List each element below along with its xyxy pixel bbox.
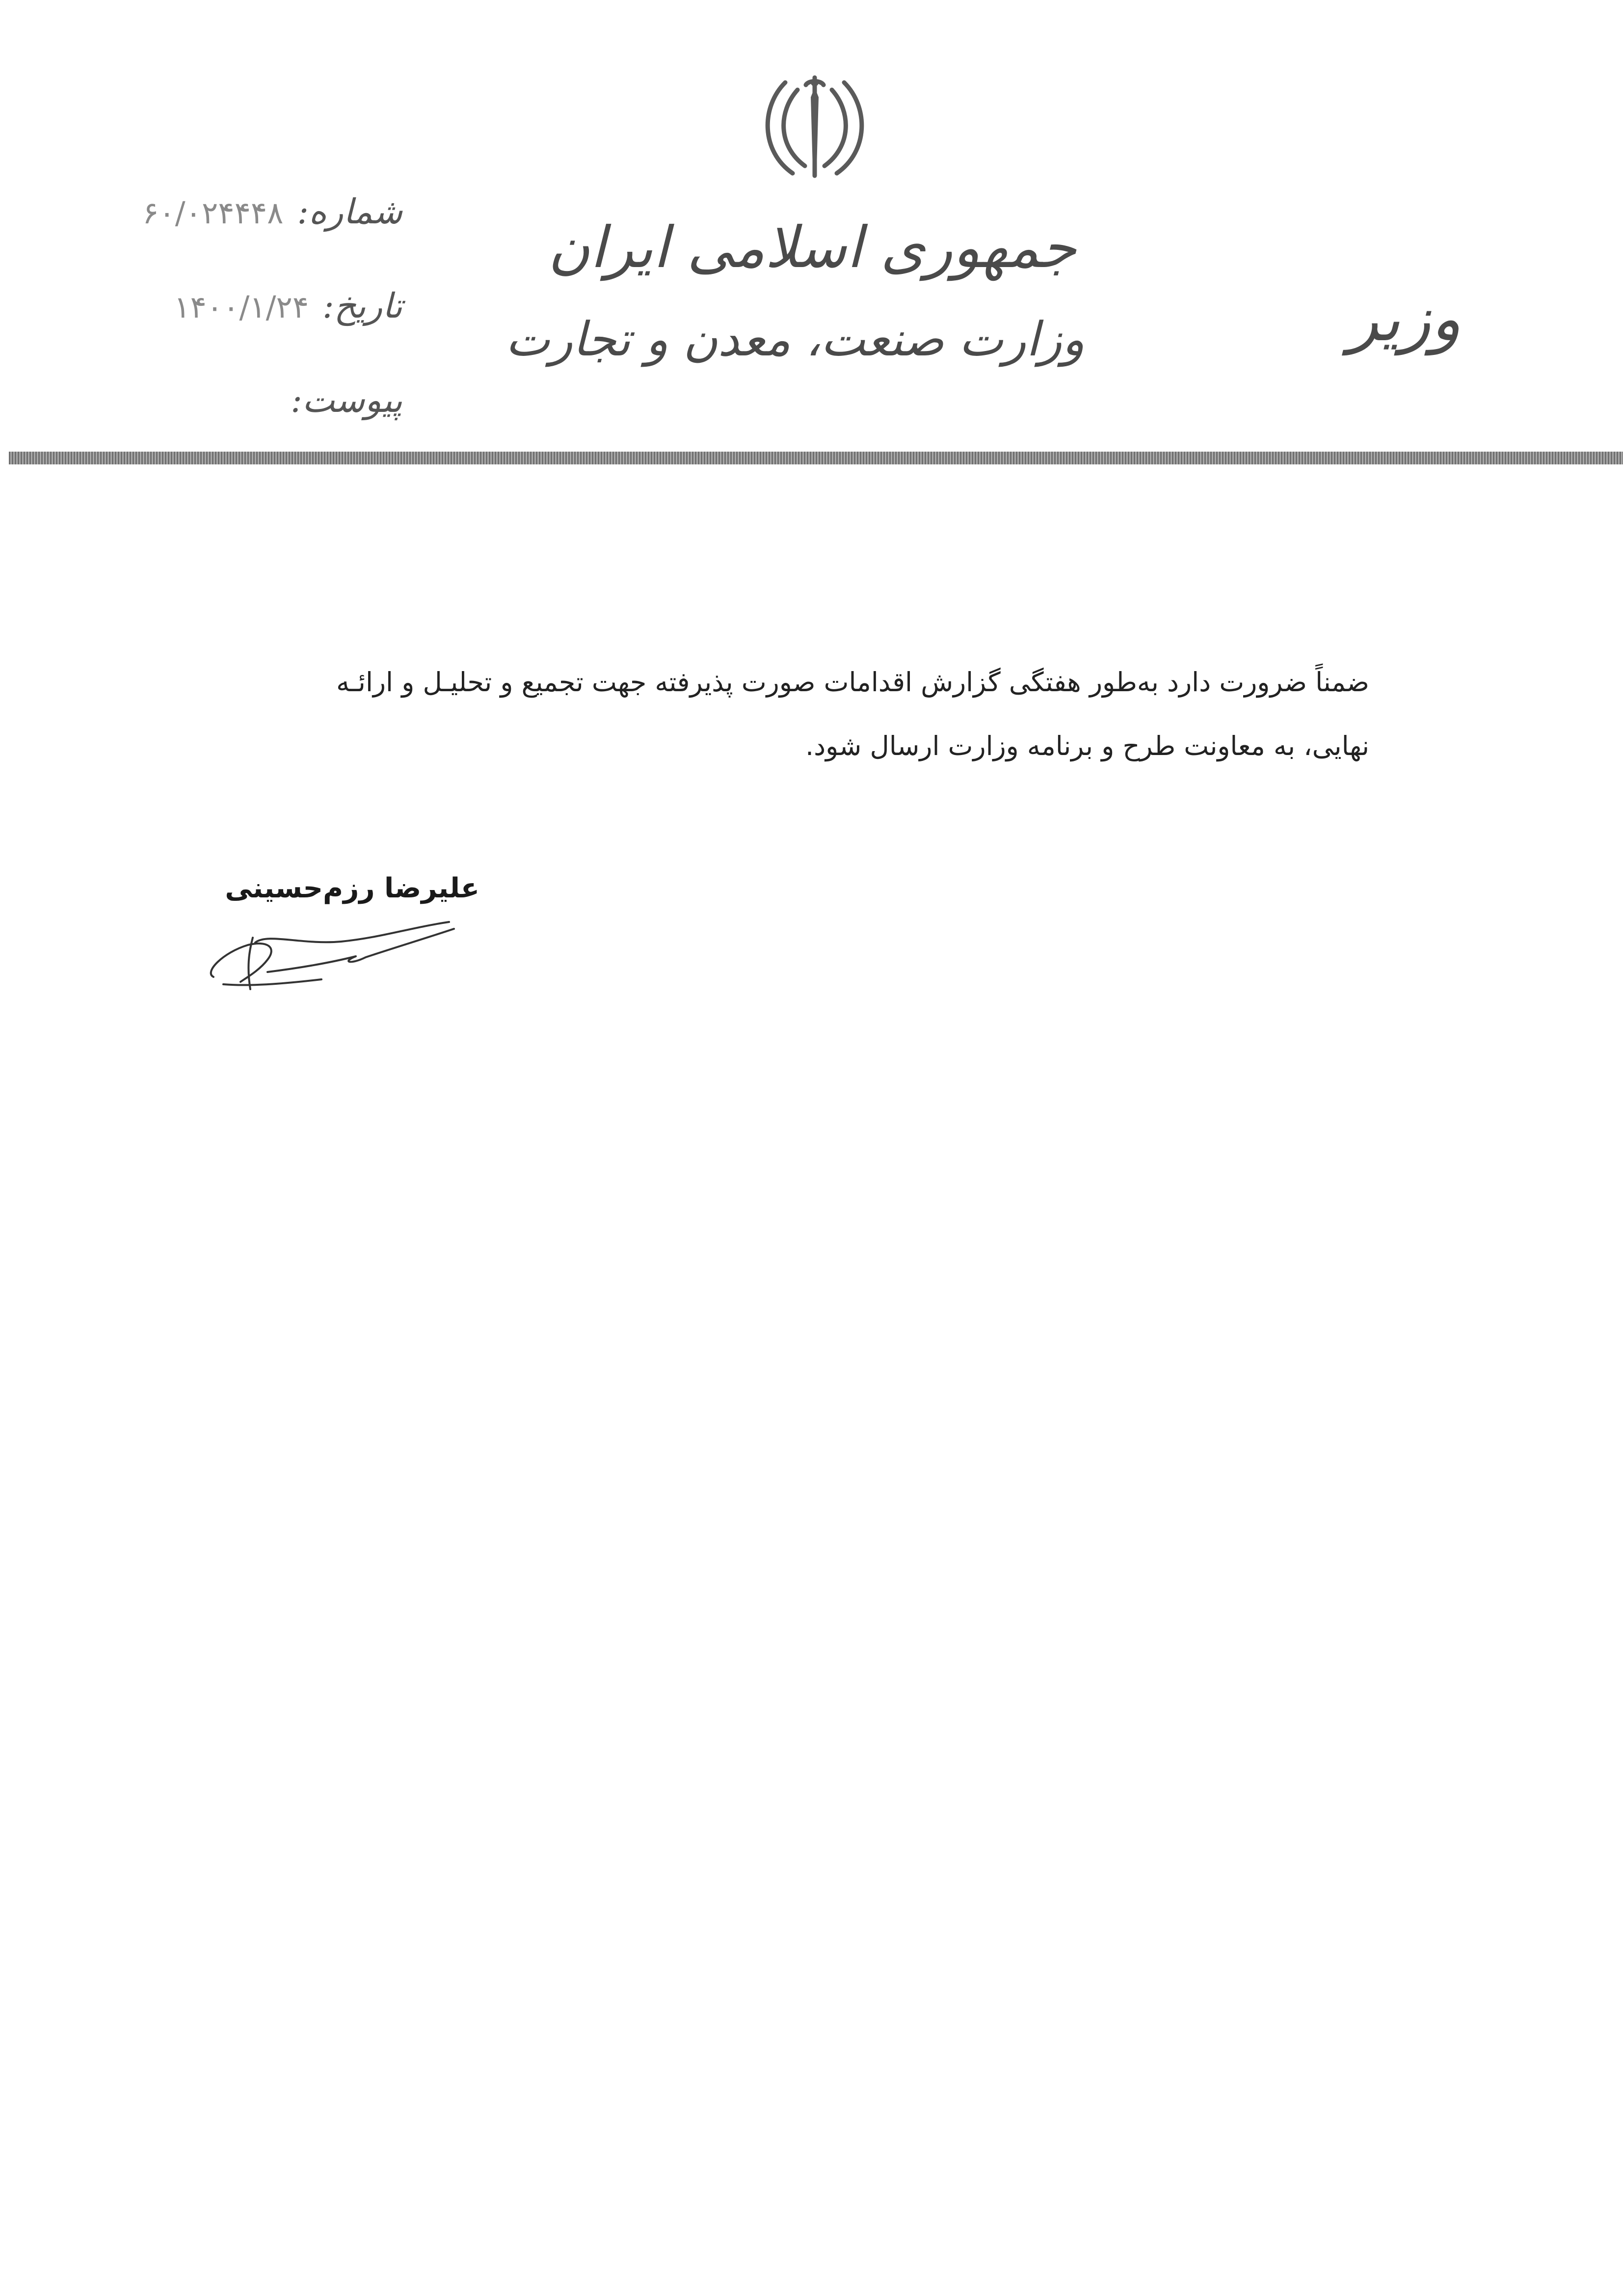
number-value: ۶۰/۰۲۴۴۴۸ bbox=[142, 195, 284, 231]
ministry-name: وزارت صنعت، معدن و تجارت bbox=[506, 312, 1085, 367]
letter-meta bbox=[88, 191, 402, 474]
body-line: ضمناً ضرورت دارد به‌طور هفتگی گزارش اقدامات صورت پذیرفته جهت تجمیع و تحلیـل و ارائـه bbox=[336, 667, 1369, 698]
date-value: ۱۴۰۰/۱/۲۴ bbox=[174, 289, 309, 325]
handwritten-signature-icon bbox=[194, 898, 469, 997]
republic-name: جمهوری اسلامی ایران bbox=[548, 215, 1077, 281]
body-line: نهایی، به معاونت طرح و برنامه وزارت ارسال شود. bbox=[805, 730, 1369, 761]
minister-title: وزیر bbox=[1348, 282, 1461, 355]
date-label: تاریخ: bbox=[322, 286, 402, 326]
header-separator bbox=[9, 452, 1623, 464]
attachment-label: پیوست: bbox=[291, 380, 402, 420]
letter-body bbox=[240, 650, 1369, 778]
number-row bbox=[88, 191, 402, 265]
header-titles bbox=[506, 211, 1085, 376]
date-row bbox=[88, 286, 402, 359]
number-label: شماره: bbox=[297, 191, 402, 232]
attachment-row bbox=[88, 380, 402, 454]
iran-emblem-icon bbox=[751, 63, 878, 190]
signatory-name: علیرضا رزم‌حسینی bbox=[225, 872, 479, 904]
